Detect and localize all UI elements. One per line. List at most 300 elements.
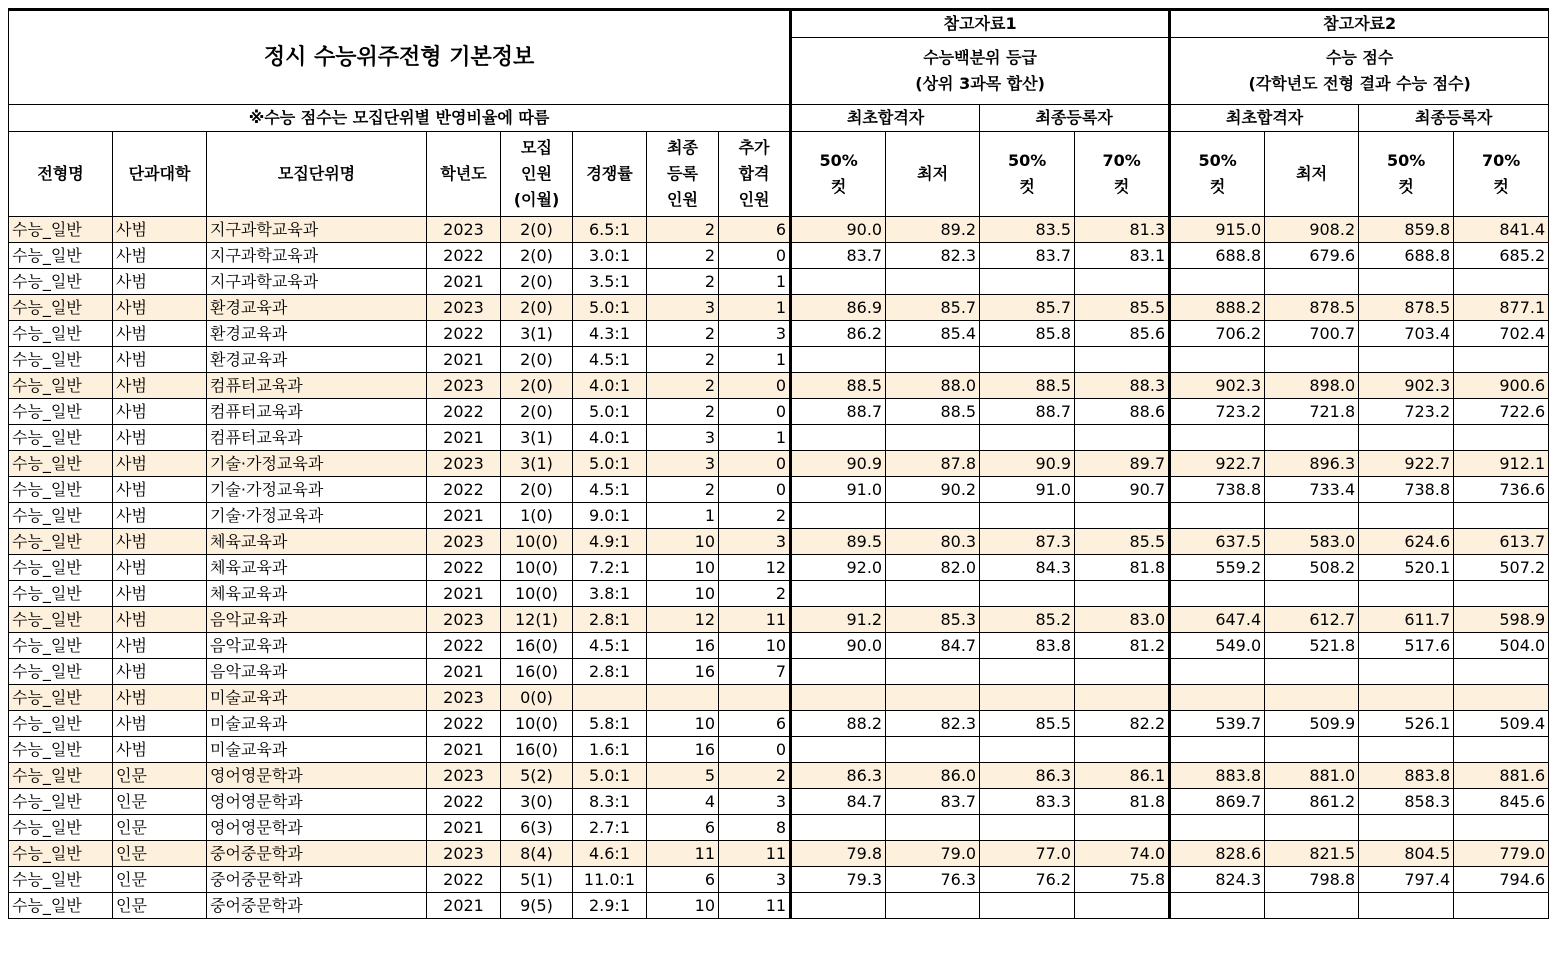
- unit-cell[interactable]: 체육교육과: [207, 581, 427, 607]
- year-cell[interactable]: 2021: [427, 503, 501, 529]
- college-cell[interactable]: 사범: [113, 269, 207, 295]
- competition-cell[interactable]: 4.9:1: [573, 529, 647, 555]
- type-cell[interactable]: 수능_일반: [9, 399, 113, 425]
- ref2-first-50-cell[interactable]: 902.3: [1170, 373, 1265, 399]
- final-registered-cell[interactable]: 10: [647, 529, 719, 555]
- ref2-first-50-cell[interactable]: 824.3: [1170, 867, 1265, 893]
- ref1-first-min-cell[interactable]: 79.0: [886, 841, 980, 867]
- ref1-first-min-cell[interactable]: [886, 503, 980, 529]
- ref1-final-70-cell[interactable]: 88.3: [1075, 373, 1170, 399]
- ref1-final-50-cell[interactable]: [980, 659, 1075, 685]
- ref1-first-min-cell[interactable]: 83.7: [886, 789, 980, 815]
- ref2-final-50-cell[interactable]: 738.8: [1359, 477, 1454, 503]
- college-cell[interactable]: 사범: [113, 321, 207, 347]
- competition-cell[interactable]: 4.5:1: [573, 633, 647, 659]
- ref1-final-70-cell[interactable]: 83.1: [1075, 243, 1170, 269]
- ref2-first-min-cell[interactable]: [1265, 347, 1359, 373]
- unit-cell[interactable]: 기술·가정교육과: [207, 451, 427, 477]
- ref2-final-50-cell[interactable]: [1359, 581, 1454, 607]
- quota-cell[interactable]: 5(1): [501, 867, 573, 893]
- quota-cell[interactable]: 16(0): [501, 633, 573, 659]
- final-registered-cell[interactable]: 3: [647, 451, 719, 477]
- ref1-first-min-cell[interactable]: 87.8: [886, 451, 980, 477]
- ref1-first-min-cell[interactable]: 85.4: [886, 321, 980, 347]
- ref1-final-50-cell[interactable]: 83.3: [980, 789, 1075, 815]
- ref1-first-50-cell[interactable]: [791, 347, 886, 373]
- quota-cell[interactable]: 12(1): [501, 607, 573, 633]
- ref1-first-50-cell[interactable]: 90.0: [791, 217, 886, 243]
- ref1-first-50-cell[interactable]: [791, 581, 886, 607]
- ref1-final-50-cell[interactable]: [980, 815, 1075, 841]
- unit-cell[interactable]: 컴퓨터교육과: [207, 399, 427, 425]
- ref2-first-min-cell[interactable]: 521.8: [1265, 633, 1359, 659]
- year-cell[interactable]: 2022: [427, 555, 501, 581]
- ref2-final-70-cell[interactable]: 881.6: [1454, 763, 1549, 789]
- ref1-first-min-cell[interactable]: [886, 581, 980, 607]
- unit-cell[interactable]: 환경교육과: [207, 321, 427, 347]
- college-cell[interactable]: 인문: [113, 789, 207, 815]
- ref1-final-50-cell[interactable]: 83.5: [980, 217, 1075, 243]
- ref1-first-min-cell[interactable]: [886, 659, 980, 685]
- quota-cell[interactable]: 10(0): [501, 529, 573, 555]
- additional-pass-cell[interactable]: 3: [719, 529, 791, 555]
- quota-cell[interactable]: 16(0): [501, 659, 573, 685]
- quota-cell[interactable]: 2(0): [501, 477, 573, 503]
- ref2-first-50-cell[interactable]: 869.7: [1170, 789, 1265, 815]
- ref1-first-min-cell[interactable]: 88.5: [886, 399, 980, 425]
- final-registered-cell[interactable]: 6: [647, 867, 719, 893]
- additional-pass-cell[interactable]: 2: [719, 581, 791, 607]
- type-cell[interactable]: 수능_일반: [9, 685, 113, 711]
- ref2-first-min-cell[interactable]: 700.7: [1265, 321, 1359, 347]
- college-cell[interactable]: 사범: [113, 659, 207, 685]
- type-cell[interactable]: 수능_일반: [9, 841, 113, 867]
- ref1-first-50-cell[interactable]: [791, 815, 886, 841]
- final-registered-cell[interactable]: 2: [647, 243, 719, 269]
- final-registered-cell[interactable]: 10: [647, 555, 719, 581]
- ref2-first-min-cell[interactable]: 612.7: [1265, 607, 1359, 633]
- ref2-first-50-cell[interactable]: [1170, 347, 1265, 373]
- type-cell[interactable]: 수능_일반: [9, 243, 113, 269]
- final-registered-cell[interactable]: 12: [647, 607, 719, 633]
- ref1-first-50-cell[interactable]: 92.0: [791, 555, 886, 581]
- final-registered-cell[interactable]: 6: [647, 815, 719, 841]
- ref1-first-50-cell[interactable]: 83.7: [791, 243, 886, 269]
- ref2-final-70-cell[interactable]: 504.0: [1454, 633, 1549, 659]
- year-cell[interactable]: 2022: [427, 321, 501, 347]
- year-cell[interactable]: 2022: [427, 711, 501, 737]
- ref2-first-50-cell[interactable]: 647.4: [1170, 607, 1265, 633]
- final-registered-cell[interactable]: 10: [647, 581, 719, 607]
- additional-pass-cell[interactable]: 0: [719, 373, 791, 399]
- quota-cell[interactable]: 2(0): [501, 347, 573, 373]
- ref1-first-min-cell[interactable]: 89.2: [886, 217, 980, 243]
- ref1-final-50-cell[interactable]: [980, 425, 1075, 451]
- ref1-final-50-cell[interactable]: 77.0: [980, 841, 1075, 867]
- type-cell[interactable]: 수능_일반: [9, 555, 113, 581]
- ref1-final-50-cell[interactable]: 85.8: [980, 321, 1075, 347]
- ref1-final-50-cell[interactable]: 87.3: [980, 529, 1075, 555]
- college-cell[interactable]: 사범: [113, 685, 207, 711]
- ref2-final-70-cell[interactable]: 900.6: [1454, 373, 1549, 399]
- ref1-first-min-cell[interactable]: [886, 347, 980, 373]
- ref1-final-50-cell[interactable]: 85.5: [980, 711, 1075, 737]
- final-registered-cell[interactable]: 10: [647, 893, 719, 919]
- ref1-first-min-cell[interactable]: [886, 737, 980, 763]
- ref1-first-min-cell[interactable]: 85.7: [886, 295, 980, 321]
- ref2-final-70-cell[interactable]: [1454, 737, 1549, 763]
- ref2-first-50-cell[interactable]: [1170, 685, 1265, 711]
- final-registered-cell[interactable]: 2: [647, 321, 719, 347]
- ref1-final-70-cell[interactable]: 86.1: [1075, 763, 1170, 789]
- type-cell[interactable]: 수능_일반: [9, 425, 113, 451]
- college-cell[interactable]: 사범: [113, 607, 207, 633]
- college-cell[interactable]: 사범: [113, 217, 207, 243]
- ref1-first-50-cell[interactable]: 86.9: [791, 295, 886, 321]
- ref2-final-70-cell[interactable]: 794.6: [1454, 867, 1549, 893]
- type-cell[interactable]: 수능_일반: [9, 269, 113, 295]
- ref2-first-50-cell[interactable]: 922.7: [1170, 451, 1265, 477]
- type-cell[interactable]: 수능_일반: [9, 451, 113, 477]
- ref1-final-70-cell[interactable]: 89.7: [1075, 451, 1170, 477]
- unit-cell[interactable]: 기술·가정교육과: [207, 477, 427, 503]
- ref2-first-50-cell[interactable]: [1170, 893, 1265, 919]
- ref2-final-50-cell[interactable]: 922.7: [1359, 451, 1454, 477]
- ref1-first-min-cell[interactable]: 86.0: [886, 763, 980, 789]
- quota-cell[interactable]: 3(0): [501, 789, 573, 815]
- ref1-final-70-cell[interactable]: 90.7: [1075, 477, 1170, 503]
- ref1-first-50-cell[interactable]: [791, 659, 886, 685]
- ref1-final-50-cell[interactable]: 91.0: [980, 477, 1075, 503]
- ref1-final-50-cell[interactable]: 83.7: [980, 243, 1075, 269]
- additional-pass-cell[interactable]: 2: [719, 763, 791, 789]
- type-cell[interactable]: 수능_일반: [9, 867, 113, 893]
- year-cell[interactable]: 2023: [427, 295, 501, 321]
- ref2-first-min-cell[interactable]: 583.0: [1265, 529, 1359, 555]
- ref1-first-50-cell[interactable]: [791, 269, 886, 295]
- ref1-final-70-cell[interactable]: [1075, 425, 1170, 451]
- type-cell[interactable]: 수능_일반: [9, 711, 113, 737]
- quota-cell[interactable]: 10(0): [501, 581, 573, 607]
- ref1-final-50-cell[interactable]: [980, 581, 1075, 607]
- ref2-final-70-cell[interactable]: 702.4: [1454, 321, 1549, 347]
- college-cell[interactable]: 사범: [113, 399, 207, 425]
- ref1-final-50-cell[interactable]: [980, 737, 1075, 763]
- unit-cell[interactable]: 음악교육과: [207, 607, 427, 633]
- ref2-first-50-cell[interactable]: [1170, 425, 1265, 451]
- ref2-final-50-cell[interactable]: 611.7: [1359, 607, 1454, 633]
- ref1-final-50-cell[interactable]: 83.8: [980, 633, 1075, 659]
- ref2-final-50-cell[interactable]: 859.8: [1359, 217, 1454, 243]
- ref2-final-70-cell[interactable]: [1454, 659, 1549, 685]
- ref2-final-50-cell[interactable]: [1359, 737, 1454, 763]
- final-registered-cell[interactable]: 2: [647, 217, 719, 243]
- unit-cell[interactable]: 미술교육과: [207, 711, 427, 737]
- college-cell[interactable]: 인문: [113, 893, 207, 919]
- college-cell[interactable]: 사범: [113, 451, 207, 477]
- year-cell[interactable]: 2021: [427, 269, 501, 295]
- ref1-final-70-cell[interactable]: [1075, 581, 1170, 607]
- additional-pass-cell[interactable]: 1: [719, 295, 791, 321]
- ref2-first-min-cell[interactable]: 509.9: [1265, 711, 1359, 737]
- year-cell[interactable]: 2021: [427, 425, 501, 451]
- unit-cell[interactable]: 환경교육과: [207, 347, 427, 373]
- ref2-final-50-cell[interactable]: 526.1: [1359, 711, 1454, 737]
- year-cell[interactable]: 2022: [427, 399, 501, 425]
- ref1-first-50-cell[interactable]: 90.9: [791, 451, 886, 477]
- type-cell[interactable]: 수능_일반: [9, 503, 113, 529]
- quota-cell[interactable]: 2(0): [501, 399, 573, 425]
- final-registered-cell[interactable]: 2: [647, 269, 719, 295]
- additional-pass-cell[interactable]: 1: [719, 425, 791, 451]
- ref1-final-70-cell[interactable]: [1075, 347, 1170, 373]
- ref2-final-50-cell[interactable]: [1359, 503, 1454, 529]
- competition-cell[interactable]: 4.0:1: [573, 373, 647, 399]
- ref2-final-50-cell[interactable]: [1359, 425, 1454, 451]
- unit-cell[interactable]: 지구과학교육과: [207, 217, 427, 243]
- ref2-final-50-cell[interactable]: 902.3: [1359, 373, 1454, 399]
- ref2-first-min-cell[interactable]: [1265, 659, 1359, 685]
- ref1-final-70-cell[interactable]: [1075, 659, 1170, 685]
- additional-pass-cell[interactable]: 0: [719, 399, 791, 425]
- ref1-final-70-cell[interactable]: 74.0: [1075, 841, 1170, 867]
- ref2-first-min-cell[interactable]: 679.6: [1265, 243, 1359, 269]
- ref2-first-50-cell[interactable]: [1170, 581, 1265, 607]
- type-cell[interactable]: 수능_일반: [9, 789, 113, 815]
- year-cell[interactable]: 2023: [427, 685, 501, 711]
- ref2-first-50-cell[interactable]: 915.0: [1170, 217, 1265, 243]
- ref2-final-50-cell[interactable]: 804.5: [1359, 841, 1454, 867]
- ref2-final-50-cell[interactable]: 688.8: [1359, 243, 1454, 269]
- year-cell[interactable]: 2023: [427, 841, 501, 867]
- ref2-final-70-cell[interactable]: [1454, 685, 1549, 711]
- ref1-final-50-cell[interactable]: 84.3: [980, 555, 1075, 581]
- ref2-final-50-cell[interactable]: [1359, 893, 1454, 919]
- final-registered-cell[interactable]: 2: [647, 373, 719, 399]
- additional-pass-cell[interactable]: 11: [719, 893, 791, 919]
- additional-pass-cell[interactable]: 0: [719, 451, 791, 477]
- ref1-first-50-cell[interactable]: 84.7: [791, 789, 886, 815]
- ref2-first-50-cell[interactable]: 738.8: [1170, 477, 1265, 503]
- ref2-final-50-cell[interactable]: [1359, 815, 1454, 841]
- ref2-final-50-cell[interactable]: 797.4: [1359, 867, 1454, 893]
- college-cell[interactable]: 인문: [113, 815, 207, 841]
- ref2-first-min-cell[interactable]: [1265, 425, 1359, 451]
- ref1-final-50-cell[interactable]: [980, 893, 1075, 919]
- ref2-first-min-cell[interactable]: [1265, 685, 1359, 711]
- ref2-first-min-cell[interactable]: 798.8: [1265, 867, 1359, 893]
- type-cell[interactable]: 수능_일반: [9, 217, 113, 243]
- unit-cell[interactable]: 지구과학교육과: [207, 269, 427, 295]
- quota-cell[interactable]: 2(0): [501, 295, 573, 321]
- additional-pass-cell[interactable]: 2: [719, 503, 791, 529]
- ref1-first-50-cell[interactable]: 88.5: [791, 373, 886, 399]
- competition-cell[interactable]: 5.8:1: [573, 711, 647, 737]
- ref2-first-min-cell[interactable]: [1265, 893, 1359, 919]
- ref2-first-50-cell[interactable]: 828.6: [1170, 841, 1265, 867]
- ref1-final-50-cell[interactable]: [980, 269, 1075, 295]
- quota-cell[interactable]: 5(2): [501, 763, 573, 789]
- unit-cell[interactable]: 미술교육과: [207, 737, 427, 763]
- ref1-first-min-cell[interactable]: 85.3: [886, 607, 980, 633]
- competition-cell[interactable]: 2.7:1: [573, 815, 647, 841]
- type-cell[interactable]: 수능_일반: [9, 659, 113, 685]
- ref1-first-min-cell[interactable]: 82.3: [886, 711, 980, 737]
- ref1-final-70-cell[interactable]: [1075, 269, 1170, 295]
- ref2-final-70-cell[interactable]: [1454, 815, 1549, 841]
- year-cell[interactable]: 2023: [427, 451, 501, 477]
- ref2-final-70-cell[interactable]: 613.7: [1454, 529, 1549, 555]
- ref2-final-50-cell[interactable]: [1359, 269, 1454, 295]
- ref1-first-min-cell[interactable]: 84.7: [886, 633, 980, 659]
- ref1-first-min-cell[interactable]: 82.0: [886, 555, 980, 581]
- ref1-first-50-cell[interactable]: 88.7: [791, 399, 886, 425]
- quota-cell[interactable]: 6(3): [501, 815, 573, 841]
- additional-pass-cell[interactable]: 0: [719, 243, 791, 269]
- unit-cell[interactable]: 컴퓨터교육과: [207, 425, 427, 451]
- ref2-final-50-cell[interactable]: 883.8: [1359, 763, 1454, 789]
- ref2-first-min-cell[interactable]: [1265, 269, 1359, 295]
- additional-pass-cell[interactable]: 10: [719, 633, 791, 659]
- competition-cell[interactable]: 4.6:1: [573, 841, 647, 867]
- competition-cell[interactable]: 1.6:1: [573, 737, 647, 763]
- ref2-first-min-cell[interactable]: 878.5: [1265, 295, 1359, 321]
- ref1-final-70-cell[interactable]: [1075, 815, 1170, 841]
- ref2-first-50-cell[interactable]: [1170, 737, 1265, 763]
- type-cell[interactable]: 수능_일반: [9, 321, 113, 347]
- additional-pass-cell[interactable]: 11: [719, 607, 791, 633]
- type-cell[interactable]: 수능_일반: [9, 295, 113, 321]
- ref1-final-70-cell[interactable]: 81.2: [1075, 633, 1170, 659]
- ref1-first-min-cell[interactable]: 90.2: [886, 477, 980, 503]
- year-cell[interactable]: 2023: [427, 373, 501, 399]
- unit-cell[interactable]: 미술교육과: [207, 685, 427, 711]
- ref1-first-50-cell[interactable]: 79.8: [791, 841, 886, 867]
- ref2-final-70-cell[interactable]: 912.1: [1454, 451, 1549, 477]
- ref2-first-min-cell[interactable]: 881.0: [1265, 763, 1359, 789]
- ref1-first-50-cell[interactable]: 79.3: [791, 867, 886, 893]
- ref2-first-50-cell[interactable]: [1170, 659, 1265, 685]
- ref2-first-min-cell[interactable]: 821.5: [1265, 841, 1359, 867]
- additional-pass-cell[interactable]: 11: [719, 841, 791, 867]
- ref2-first-min-cell[interactable]: 733.4: [1265, 477, 1359, 503]
- ref1-final-50-cell[interactable]: [980, 503, 1075, 529]
- quota-cell[interactable]: 1(0): [501, 503, 573, 529]
- competition-cell[interactable]: 3.5:1: [573, 269, 647, 295]
- ref2-first-min-cell[interactable]: [1265, 737, 1359, 763]
- unit-cell[interactable]: 환경교육과: [207, 295, 427, 321]
- quota-cell[interactable]: 16(0): [501, 737, 573, 763]
- additional-pass-cell[interactable]: 3: [719, 321, 791, 347]
- year-cell[interactable]: 2021: [427, 659, 501, 685]
- ref1-final-70-cell[interactable]: [1075, 503, 1170, 529]
- final-registered-cell[interactable]: 16: [647, 633, 719, 659]
- year-cell[interactable]: 2021: [427, 347, 501, 373]
- final-registered-cell[interactable]: 16: [647, 737, 719, 763]
- additional-pass-cell[interactable]: 1: [719, 347, 791, 373]
- ref2-final-70-cell[interactable]: 845.6: [1454, 789, 1549, 815]
- ref1-first-50-cell[interactable]: 89.5: [791, 529, 886, 555]
- ref1-first-min-cell[interactable]: [886, 893, 980, 919]
- unit-cell[interactable]: 체육교육과: [207, 555, 427, 581]
- ref2-final-50-cell[interactable]: [1359, 347, 1454, 373]
- type-cell[interactable]: 수능_일반: [9, 477, 113, 503]
- college-cell[interactable]: 인문: [113, 867, 207, 893]
- ref1-final-70-cell[interactable]: 81.8: [1075, 555, 1170, 581]
- year-cell[interactable]: 2023: [427, 529, 501, 555]
- competition-cell[interactable]: 5.0:1: [573, 295, 647, 321]
- quota-cell[interactable]: 9(5): [501, 893, 573, 919]
- ref1-final-70-cell[interactable]: [1075, 685, 1170, 711]
- ref1-first-min-cell[interactable]: 82.3: [886, 243, 980, 269]
- year-cell[interactable]: 2022: [427, 867, 501, 893]
- final-registered-cell[interactable]: 2: [647, 477, 719, 503]
- ref1-first-min-cell[interactable]: 80.3: [886, 529, 980, 555]
- year-cell[interactable]: 2021: [427, 815, 501, 841]
- competition-cell[interactable]: 6.5:1: [573, 217, 647, 243]
- competition-cell[interactable]: 2.9:1: [573, 893, 647, 919]
- ref1-final-70-cell[interactable]: 82.2: [1075, 711, 1170, 737]
- ref2-final-50-cell[interactable]: 520.1: [1359, 555, 1454, 581]
- type-cell[interactable]: 수능_일반: [9, 737, 113, 763]
- ref2-final-50-cell[interactable]: 517.6: [1359, 633, 1454, 659]
- ref1-final-70-cell[interactable]: 88.6: [1075, 399, 1170, 425]
- ref2-first-50-cell[interactable]: 888.2: [1170, 295, 1265, 321]
- ref2-final-70-cell[interactable]: 877.1: [1454, 295, 1549, 321]
- final-registered-cell[interactable]: 5: [647, 763, 719, 789]
- additional-pass-cell[interactable]: 12: [719, 555, 791, 581]
- year-cell[interactable]: 2023: [427, 217, 501, 243]
- quota-cell[interactable]: 3(1): [501, 321, 573, 347]
- final-registered-cell[interactable]: 2: [647, 347, 719, 373]
- type-cell[interactable]: 수능_일반: [9, 633, 113, 659]
- additional-pass-cell[interactable]: 3: [719, 789, 791, 815]
- ref1-final-50-cell[interactable]: 88.7: [980, 399, 1075, 425]
- ref1-final-50-cell[interactable]: 85.7: [980, 295, 1075, 321]
- ref1-first-min-cell[interactable]: [886, 815, 980, 841]
- ref2-first-min-cell[interactable]: 908.2: [1265, 217, 1359, 243]
- ref1-final-70-cell[interactable]: 81.3: [1075, 217, 1170, 243]
- competition-cell[interactable]: 4.0:1: [573, 425, 647, 451]
- competition-cell[interactable]: 4.5:1: [573, 477, 647, 503]
- unit-cell[interactable]: 중어중문학과: [207, 841, 427, 867]
- year-cell[interactable]: 2021: [427, 737, 501, 763]
- year-cell[interactable]: 2021: [427, 581, 501, 607]
- college-cell[interactable]: 인문: [113, 763, 207, 789]
- quota-cell[interactable]: 3(1): [501, 451, 573, 477]
- ref2-first-50-cell[interactable]: 706.2: [1170, 321, 1265, 347]
- ref2-first-min-cell[interactable]: [1265, 503, 1359, 529]
- final-registered-cell[interactable]: 10: [647, 711, 719, 737]
- quota-cell[interactable]: 10(0): [501, 711, 573, 737]
- ref2-final-50-cell[interactable]: 878.5: [1359, 295, 1454, 321]
- ref1-first-50-cell[interactable]: 88.2: [791, 711, 886, 737]
- unit-cell[interactable]: 음악교육과: [207, 659, 427, 685]
- ref1-first-50-cell[interactable]: 86.2: [791, 321, 886, 347]
- ref2-final-70-cell[interactable]: 736.6: [1454, 477, 1549, 503]
- college-cell[interactable]: 사범: [113, 503, 207, 529]
- competition-cell[interactable]: 4.5:1: [573, 347, 647, 373]
- ref2-final-70-cell[interactable]: 598.9: [1454, 607, 1549, 633]
- ref1-first-min-cell[interactable]: [886, 685, 980, 711]
- competition-cell[interactable]: 3.8:1: [573, 581, 647, 607]
- ref2-first-50-cell[interactable]: 549.0: [1170, 633, 1265, 659]
- ref1-final-70-cell[interactable]: 85.5: [1075, 529, 1170, 555]
- final-registered-cell[interactable]: 1: [647, 503, 719, 529]
- ref1-final-50-cell[interactable]: 90.9: [980, 451, 1075, 477]
- additional-pass-cell[interactable]: 6: [719, 217, 791, 243]
- college-cell[interactable]: 사범: [113, 633, 207, 659]
